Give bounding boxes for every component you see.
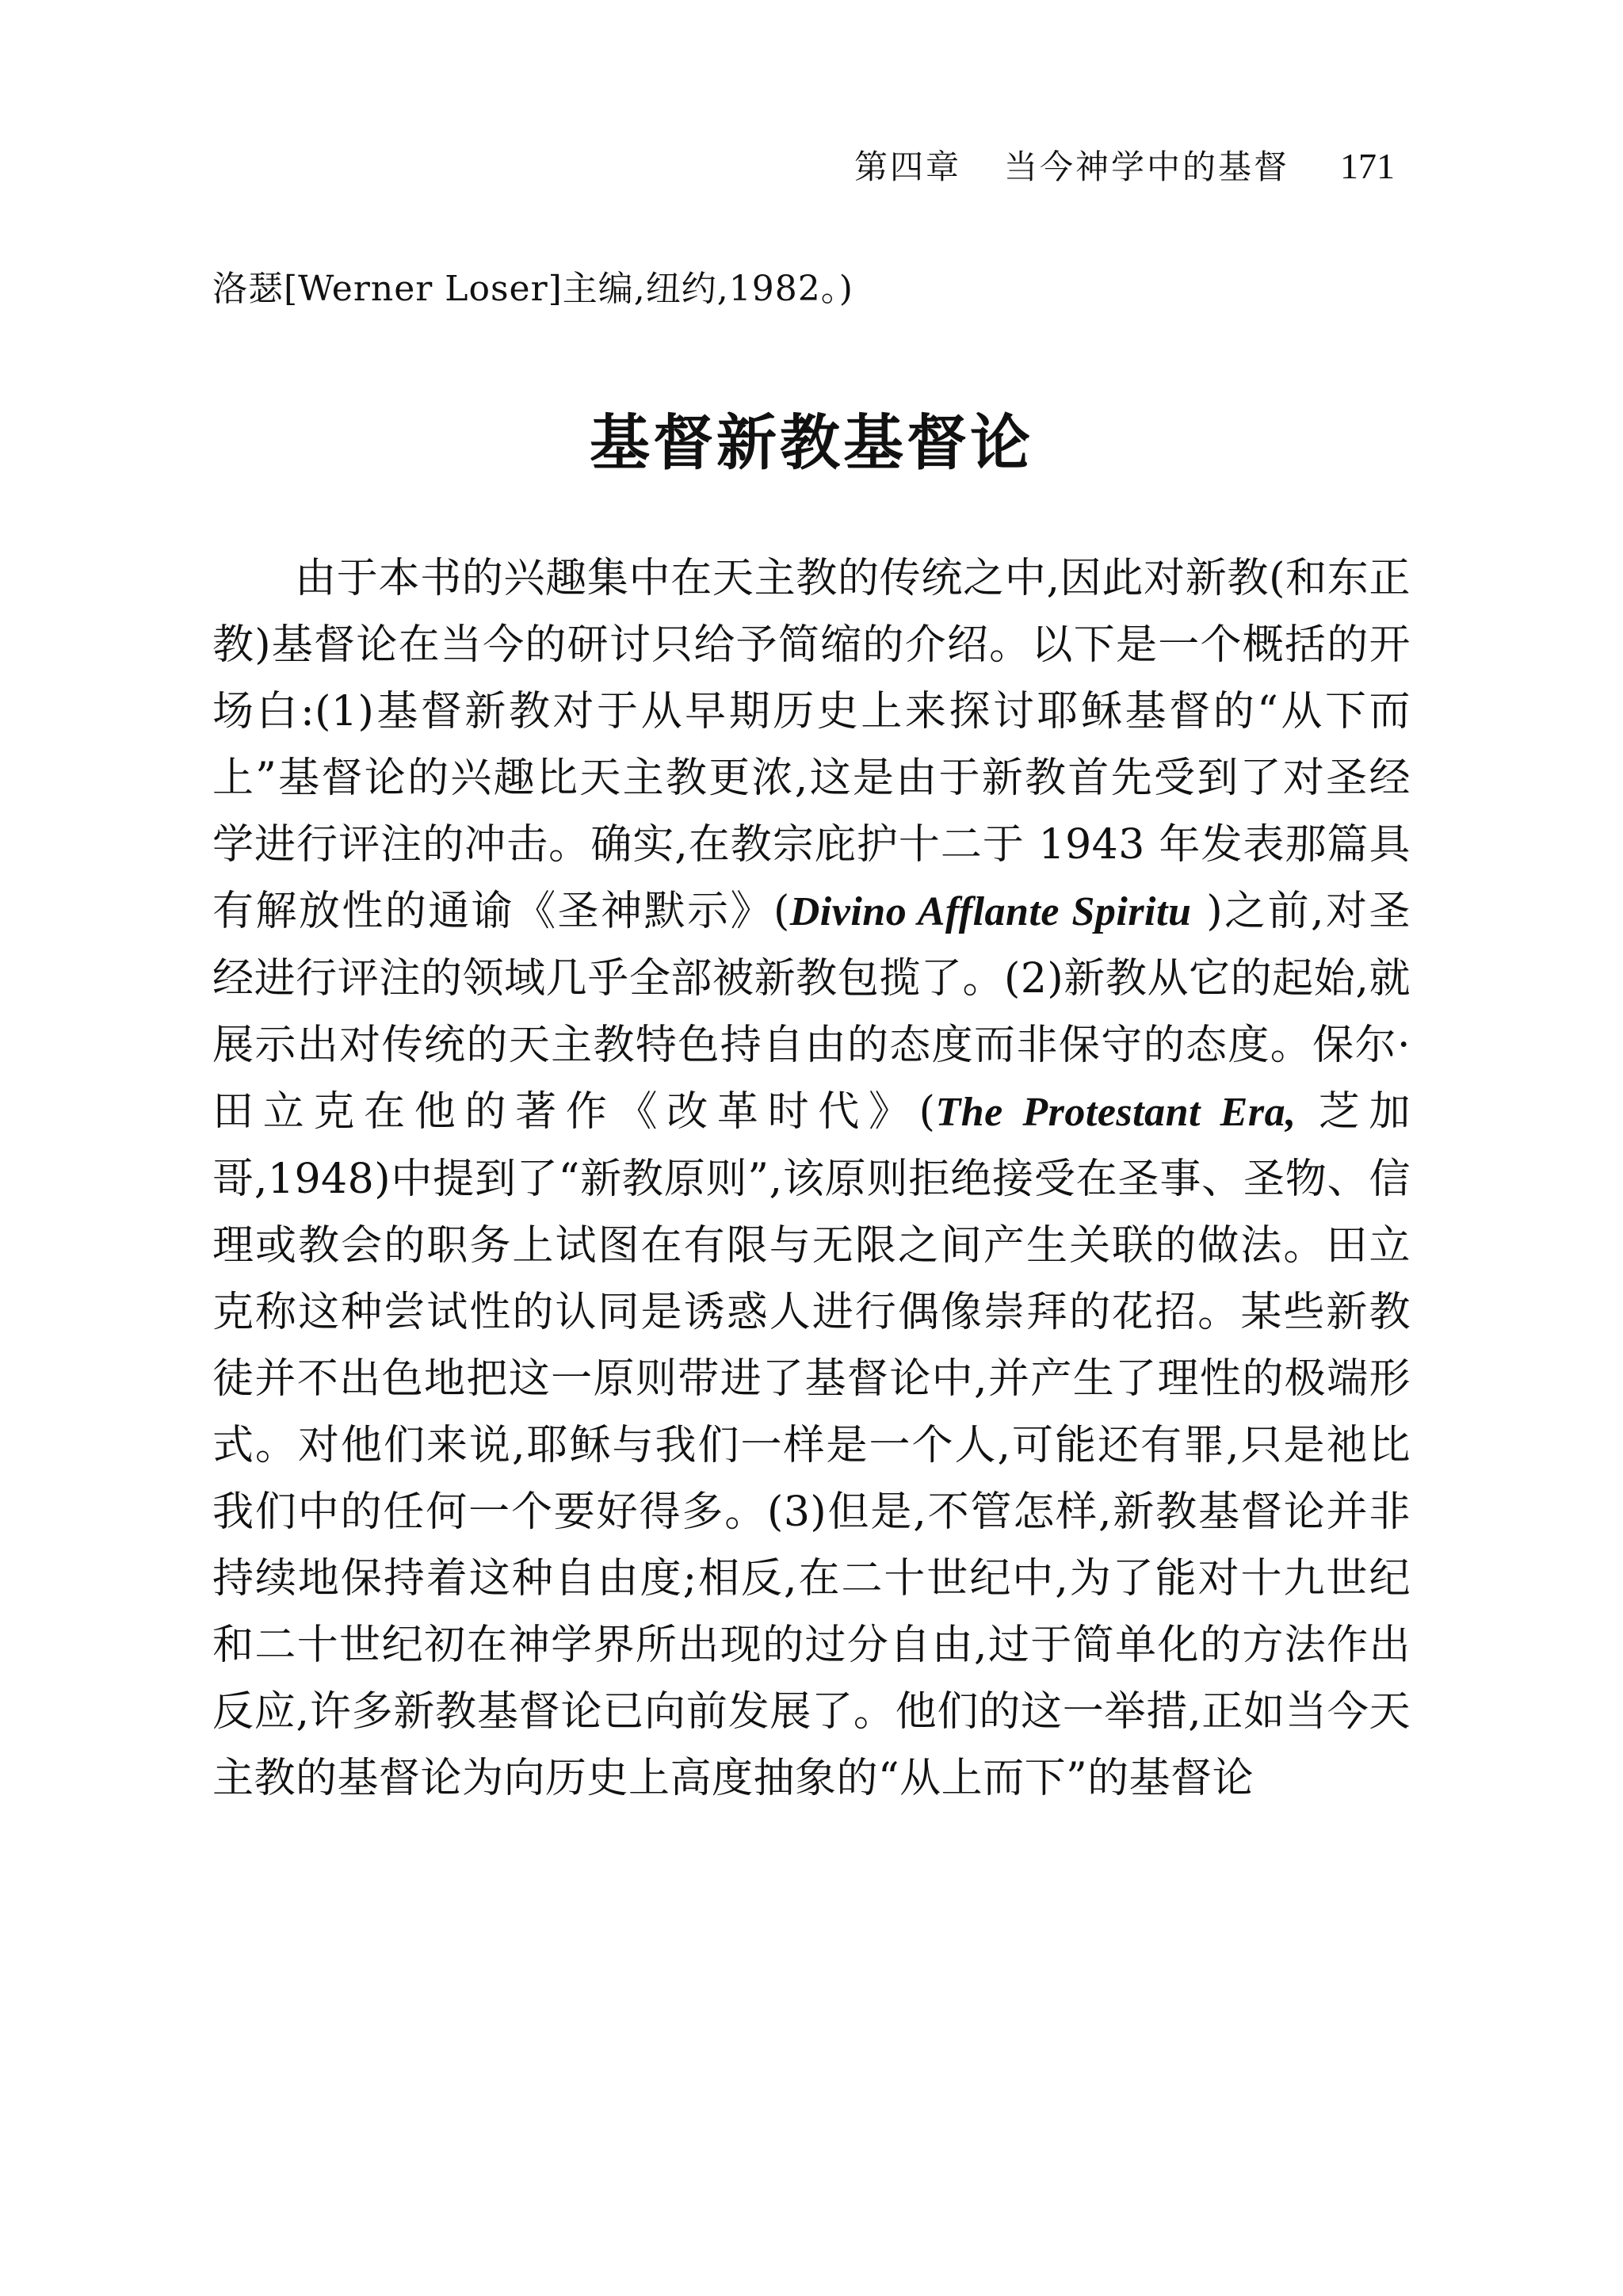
body-text-segment: 由于本书的兴趣集中在天主教的传统之中,因此对新教(和东正教)基督论在当今的研讨只给予简缩的介绍。以下是一个概括的开场白:(1)基督新教对于从早期历史上来探讨耶稣基督的“从下而上”基督论的兴趣比天主教更浓,这是由于新教首先受到了对圣经学进行评注的冲击。确实,在教宗庇护十二于 1943 年发表那篇具有解放性的通谕《圣神默示》( xyxy=(212,555,1411,935)
running-head-section: 当今神学中的基督 xyxy=(1003,147,1289,186)
section-title: 基督新教基督论 xyxy=(590,407,1033,478)
italic-title-the-protestant-era: The Protestant Era, xyxy=(935,1090,1296,1135)
body-text-segment: 芝加哥,1948)中提到了“新教原则”,该原则拒绝接受在圣事、圣物、信理或教会的职务上试图在有限与无限之间产生关联的做法。田立克称这种尝试性的认同是诱惑人进行偶像崇拜的花招。某些新教徒并不出色地把这一原则带进了基督论中,并产生了理性的极端形式。对他们来说,耶稣与我们一样是一个人,可能还有罪,只是祂比我们中的任何一个要好得多。(3)但是,不管怎样,新教基督论并非持续地保持着这种自由度;相反,在二十世纪中,为了能对十九世纪和二十世纪初在神学界所出现的过分自由,过于简单化的方法作出反应,许多新教基督论已向前发展了。他们的这一举措,正如当今天主教的基督论为向历史上高度抽象的“从上而下”的基督论 xyxy=(212,1088,1411,1802)
body-text-segment: )之前,对圣经进行评注的领域几乎全部被新教包揽了。(2)新教从它的起始,就展示出对传统的天主教特色持自由的态度而非保守的态度。保尔·田立克在他的著作《改革时代》( xyxy=(212,888,1411,1136)
page-number: 171 xyxy=(1340,146,1395,186)
body-paragraph xyxy=(212,545,1411,1812)
running-head xyxy=(854,141,1395,189)
running-head-chapter: 第四章 xyxy=(854,147,961,186)
italic-title-divino-afflante-spiritu: Divino Afflante Spiritu xyxy=(789,889,1192,934)
citation-continuation-line: 洛瑟[Werner Loser]主编,纽约,1982。) xyxy=(212,269,854,309)
